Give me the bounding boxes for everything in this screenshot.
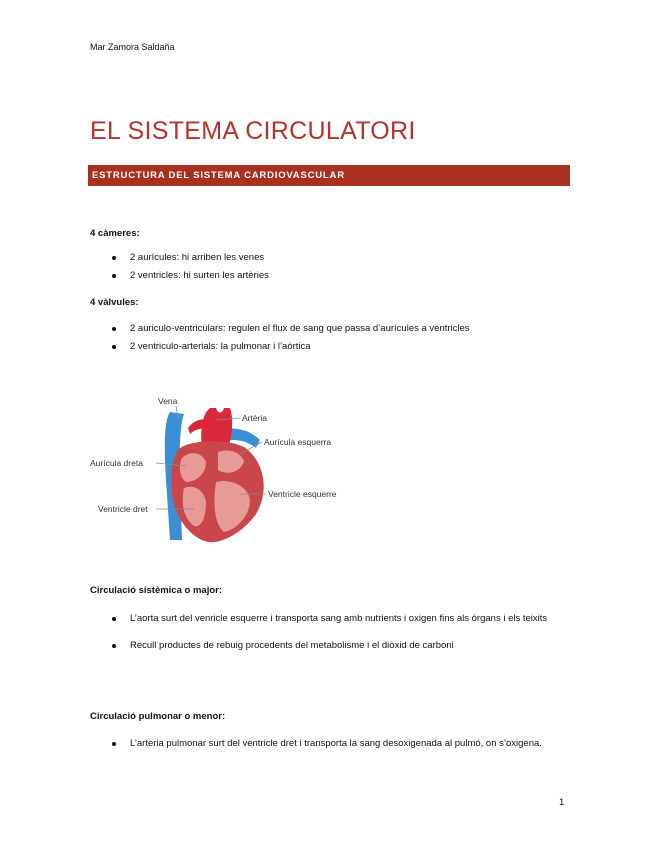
cameres-list [90, 249, 560, 285]
label-ventricle-esquerre: Ventricle esquerre [268, 489, 337, 499]
page-number: 1 [559, 797, 565, 808]
author-header: Mar Zamora Saldaña [90, 42, 175, 52]
label-auricula-esquerra: Aurícula esquerra [264, 437, 332, 447]
list-item: 2 auriculo-ventriculars: regulen el flux de sang que passa d’aurícules a ventricles [90, 320, 560, 338]
valvules-heading: 4 vàlvules: [90, 297, 139, 308]
label-auricula-dreta: Aurícula dreta [90, 458, 143, 468]
label-ventricle-dret: Ventricle dret [98, 504, 148, 514]
list-item: Recull productes de rebuig procedents del metabolisme i el diòxid de carboni [90, 637, 560, 654]
list-item: 2 aurícules: hi arriben les venes [90, 249, 560, 267]
sistemica-list [90, 610, 560, 654]
label-arteria: Artèria [242, 413, 268, 423]
pulmonar-list [90, 735, 560, 752]
section-banner: ESTRUCTURA DEL SISTEMA CARDIOVASCULAR [88, 165, 570, 186]
list-item: L’aorta surt del venricle esquerre i transporta sang amb nutrients i oxigen fins als òrgans i els teixits [90, 610, 560, 627]
list-item: L’arteria pulmonar surt del ventricle dret i transporta la sang desoxigenada al pulmó, on s’oxigena. [90, 735, 560, 752]
list-item: 2 ventricles: hi surten les artèries [90, 267, 560, 285]
page-title: EL SISTEMA CIRCULATORI [90, 117, 416, 145]
heart-illustration [90, 390, 360, 550]
list-item: 2 ventriculo-arterials: la pulmonar i l’aòrtica [90, 338, 560, 356]
heart-diagram [90, 390, 360, 550]
cameres-heading: 4 càmeres: [90, 228, 140, 239]
label-vena: Vena [158, 396, 178, 406]
pulmonar-heading: Circulació pulmonar o menor: [90, 711, 226, 722]
sistemica-heading: Circulació sistèmica o major: [90, 585, 222, 596]
valvules-list [90, 320, 560, 356]
